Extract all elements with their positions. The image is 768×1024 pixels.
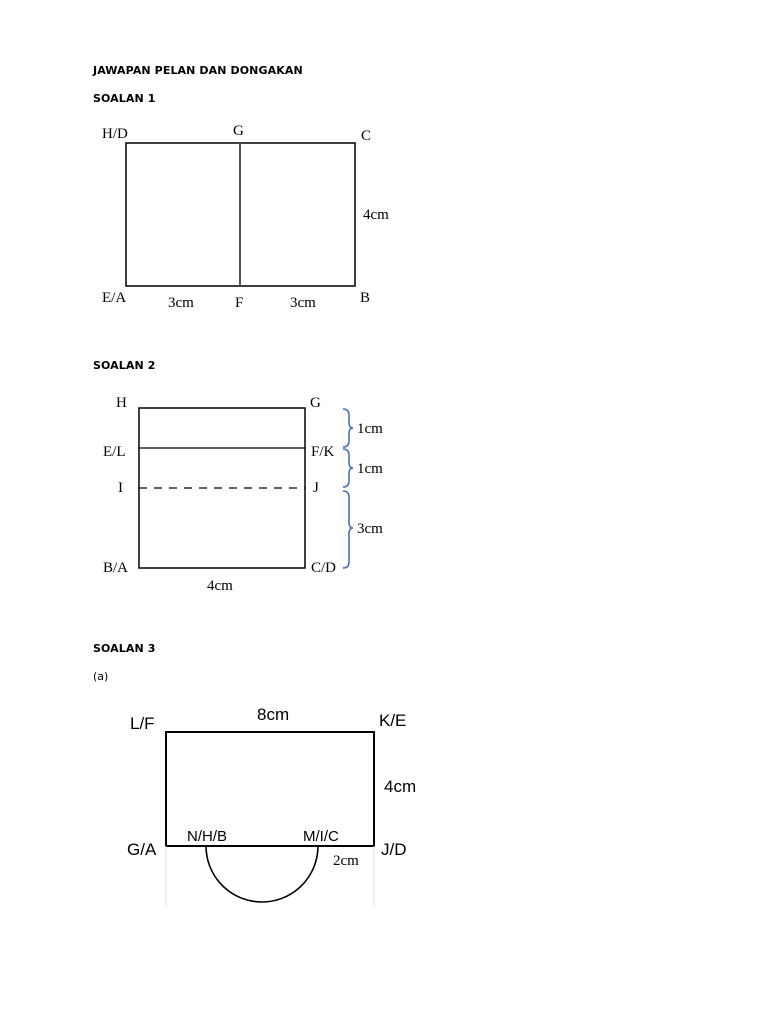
- label-top-gap-1cm: 1cm: [357, 421, 383, 437]
- label-h: H: [116, 395, 127, 411]
- label-h-d: H/D: [102, 126, 128, 142]
- label-g: G: [310, 395, 321, 411]
- label-c: C: [361, 128, 372, 144]
- label-b-a: B/A: [103, 560, 129, 576]
- label-f-k: F/K: [311, 444, 335, 460]
- label-n-h-b: N/H/B: [187, 828, 228, 845]
- label-g: G: [233, 123, 244, 139]
- label-middle-gap-1cm: 1cm: [357, 461, 383, 477]
- label-e-l: E/L: [103, 444, 126, 460]
- label-g-a: G/A: [127, 840, 157, 859]
- document-title: JAWAPAN PELAN DAN DONGAKAN: [93, 64, 303, 77]
- section-heading-soalan-3: SOALAN 3: [93, 642, 156, 655]
- label-k-e: K/E: [379, 711, 407, 730]
- label-b: B: [360, 290, 371, 306]
- label-j: J: [313, 480, 319, 496]
- label-m-i-c: M/I/C: [303, 828, 339, 845]
- label-radius-2cm: 2cm: [333, 853, 359, 869]
- section-heading-soalan-1: SOALAN 1: [93, 92, 156, 105]
- label-bottom-gap-3cm: 3cm: [357, 521, 383, 537]
- label-width-8cm: 8cm: [257, 705, 290, 724]
- label-l-f: L/F: [130, 714, 155, 733]
- label-left-width-3cm: 3cm: [168, 295, 194, 311]
- label-right-width-3cm: 3cm: [290, 295, 316, 311]
- part-label-a: (a): [93, 670, 109, 683]
- label-e-a: E/A: [102, 290, 127, 306]
- label-width-4cm: 4cm: [207, 578, 233, 594]
- label-j-d: J/D: [381, 840, 407, 859]
- label-f: F: [235, 295, 244, 311]
- section-heading-soalan-2: SOALAN 2: [93, 359, 156, 372]
- label-i: I: [118, 480, 123, 496]
- label-c-d: C/D: [311, 560, 337, 576]
- label-height-4cm: 4cm: [363, 207, 389, 223]
- soalan-3-semicircle: [206, 846, 318, 902]
- label-height-4cm: 4cm: [384, 777, 417, 796]
